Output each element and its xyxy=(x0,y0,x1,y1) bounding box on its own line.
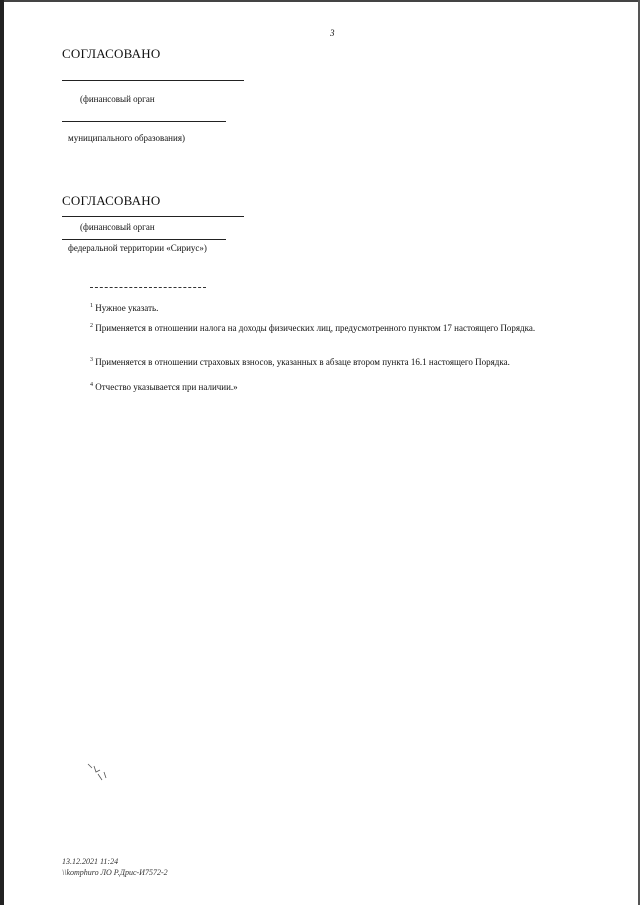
footnote-3 xyxy=(62,355,607,369)
page-edge-left xyxy=(0,0,4,905)
footnote-1 xyxy=(62,301,607,315)
footnote-4-text: Отчество указывается при наличии.» xyxy=(95,382,238,392)
page-edge-top xyxy=(0,0,640,2)
stamp-docref: \\komphuro ЛО Р.Дрис-И7572-2 xyxy=(62,868,168,877)
page-number: 3 xyxy=(330,28,335,38)
approval-heading-2: СОГЛАСОВАНО xyxy=(62,193,161,208)
stamp-datetime: 13.12.2021 11:24 xyxy=(62,857,119,866)
footnote-separator xyxy=(90,287,206,288)
footnote-3-mark: 3 xyxy=(90,357,93,363)
signature-line-1b xyxy=(62,121,226,122)
signature-line-2a xyxy=(62,216,244,217)
footnote-2-mark: 2 xyxy=(90,323,93,329)
footnote-2-text: Применяется в отношении налога на доходы физических лиц, предусмотренного пунктом 17 настоящего Порядка. xyxy=(95,323,536,333)
signature-line-2b xyxy=(62,239,226,240)
footnote-1-text: Нужное указать. xyxy=(95,303,159,313)
approval-caption-1a: (финансовый орган xyxy=(80,94,155,104)
signature-line-1a xyxy=(62,80,244,81)
footnote-4 xyxy=(62,380,607,394)
document-stamp xyxy=(62,856,168,878)
approval-caption-2b: федеральной территории «Сириус») xyxy=(68,243,207,253)
scan-mark-icon xyxy=(86,762,108,784)
approval-heading-1: СОГЛАСОВАНО xyxy=(62,46,161,61)
footnote-4-mark: 4 xyxy=(90,382,93,388)
approval-caption-1b: муниципального образования) xyxy=(68,133,185,143)
footnote-2 xyxy=(62,321,607,335)
footnote-1-mark: 1 xyxy=(90,303,93,309)
approval-caption-2a: (финансовый орган xyxy=(80,222,155,232)
footnote-3-text: Применяется в отношении страховых взносов, указанных в абзаце втором пункта 16.1 настоящего Порядка. xyxy=(95,357,510,367)
